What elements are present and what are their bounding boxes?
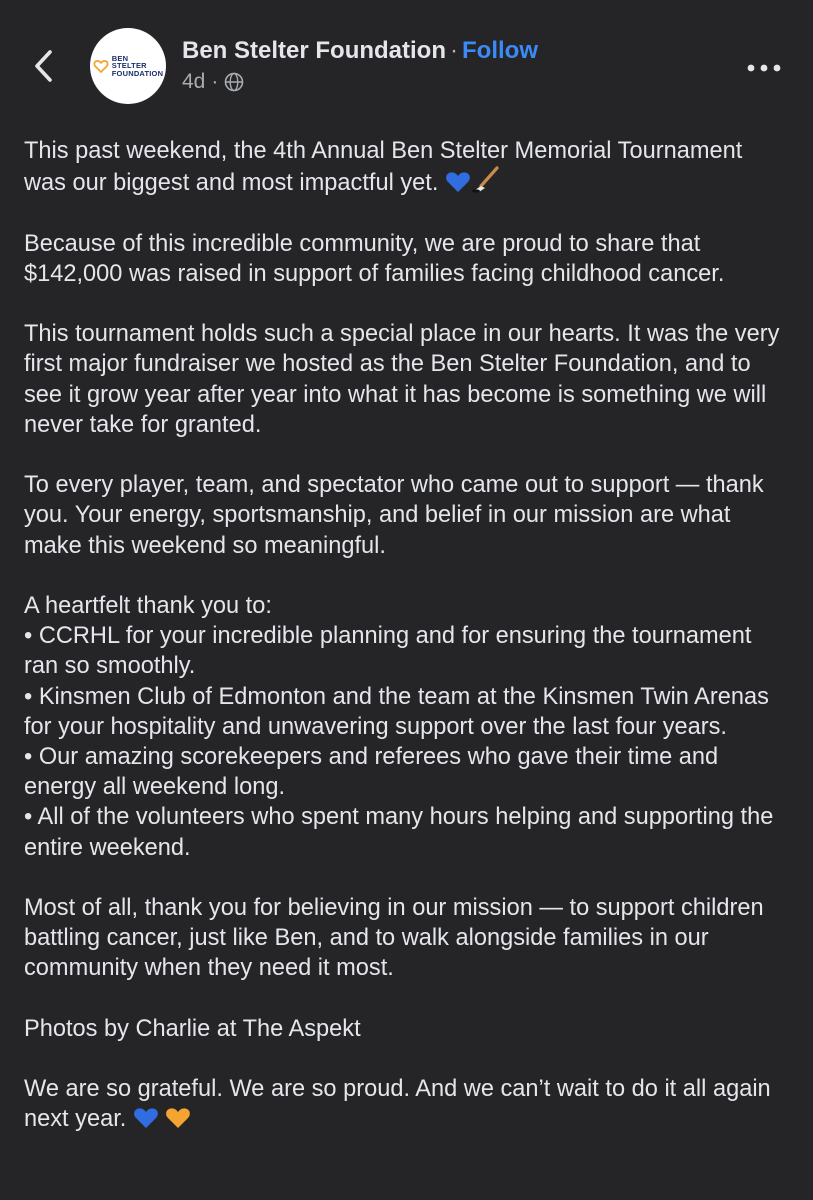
meta-separator: · bbox=[211, 70, 219, 93]
blue-heart-icon bbox=[445, 170, 471, 194]
globe-icon bbox=[224, 72, 244, 92]
separator-dot: · bbox=[450, 37, 458, 64]
post-paragraph: Most of all, thank you for believing in our mission — to support children battling cancer, just like Ben, and to walk alongside families in our community when they need it most. bbox=[24, 895, 764, 982]
more-horizontal-icon bbox=[745, 58, 785, 78]
post-paragraph bbox=[24, 1074, 789, 1134]
more-options-button[interactable] bbox=[745, 58, 785, 78]
foundation-logo bbox=[93, 55, 163, 78]
thanks-list bbox=[24, 591, 789, 863]
paragraph-text: We are so grateful. We are so proud. And we can’t wait to do it all again next year. bbox=[24, 1076, 771, 1133]
list-item: • CCRHL for your incredible planning and for ensuring the tournament ran so smoothly. bbox=[24, 623, 752, 680]
follow-button[interactable]: Follow bbox=[462, 37, 538, 64]
page-avatar[interactable] bbox=[90, 28, 166, 104]
orange-heart-icon bbox=[165, 1106, 191, 1130]
blue-heart-icon bbox=[133, 1106, 159, 1130]
heart-outline-icon bbox=[93, 58, 109, 74]
back-button[interactable] bbox=[26, 44, 66, 88]
list-item: • Our amazing scorekeepers and referees who gave their time and energy all weekend long. bbox=[24, 744, 719, 801]
list-item: • Kinsmen Club of Edmonton and the team at the Kinsmen Twin Arenas for your hospitality and unwavering support over the last four years. bbox=[24, 683, 769, 740]
post-header bbox=[0, 0, 813, 130]
chevron-left-icon bbox=[26, 44, 66, 88]
post-paragraph bbox=[24, 136, 789, 198]
hockey-stick-icon bbox=[471, 166, 501, 194]
post-paragraph: To every player, team, and spectator who came out to support — thank you. Your energy, sportsmanship, and belief in our mission are what make this weekend so meaningful. bbox=[24, 472, 764, 559]
photo-credit: Photos by Charlie at The Aspekt bbox=[24, 1015, 361, 1042]
logo-wordmark: BEN STELTER FOUNDATION bbox=[111, 53, 164, 78]
timestamp[interactable]: 4d bbox=[182, 70, 206, 93]
post-paragraph: This tournament holds such a special place in our hearts. It was the very first major fundraiser we hosted as the Ben Stelter Foundation, and to see it grow year after year into what it has become is something we will never take for granted. bbox=[24, 321, 780, 438]
post-meta bbox=[182, 70, 244, 94]
thanks-intro: A heartfelt thank you to: bbox=[24, 592, 272, 619]
paragraph-text: This past weekend, the 4th Annual Ben Stelter Memorial Tournament was our biggest and most impactful yet. bbox=[24, 138, 743, 197]
page-name[interactable]: Ben Stelter Foundation bbox=[182, 37, 446, 64]
post-paragraph: Because of this incredible community, we are proud to share that $142,000 was raised in support of families facing childhood cancer. bbox=[24, 230, 725, 287]
list-item: • All of the volunteers who spent many hours helping and supporting the entire weekend. bbox=[24, 804, 774, 861]
post-body bbox=[0, 136, 813, 1135]
title-row bbox=[182, 36, 538, 66]
